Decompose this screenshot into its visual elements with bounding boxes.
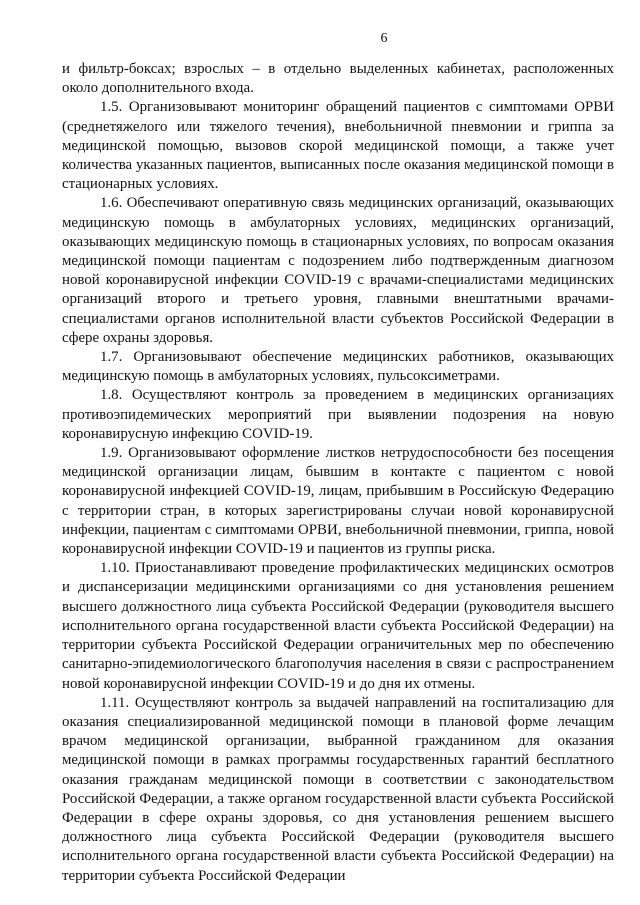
paragraph-1-5: 1.5. Организовывают мониторинг обращений пациентов с симптомами ОРВИ (среднетяжелого или тяжелого течения), внебольничной пневмонии и гриппа за медицинской помощью, вызовов скорой медицинской помощи, а также учет количества указанных пациентов, выписанных после оказания медицинской помощи в стационарных условиях. xyxy=(62,99,614,193)
page-number: 6 xyxy=(380,31,388,46)
paragraph-1-11: 1.11. Осуществляют контроль за выдачей направлений на госпитализацию для оказания специализированной медицинской помощи в плановой форме лечащим врачом медицинской организации, выбранной гражданином для оказания медицинской помощи в рамках программы государственных гарантий бесплатного оказания гражданам медицинской помощи в соответствии с законодательством Российской Федерации, а также органом государственной власти субъекта Российской Федерации в сфере охраны здоровья, со дня установления решением высшего должностного лица субъекта Российской Федерации (руководителя высшего исполнительного органа государственной власти субъекта Российской Федерации) на территории субъекта Российской Федерации xyxy=(62,694,614,884)
paragraph-1-10: 1.10. Приостанавливают проведение профилактических медицинских осмотров и диспансеризации медицинскими организациями со дня установления решением высшего должностного лица субъекта Российской Федерации (руководителя высшего исполнительного органа государственной власти субъекта Российской Федерации) на территории субъекта Российской Федерации ограничительных мер по обеспечению санитарно-эпидемиологического благополучия населения в связи с распространением новой коронавирусной инфекции COVID-19 и до дня их отмены. xyxy=(62,560,614,692)
paragraph-continuation: и фильтр-боксах; взрослых – в отдельно выделенных кабинетах, расположенных около дополнительного входа. xyxy=(62,61,614,97)
paragraph-1-8: 1.8. Осуществляют контроль за проведением в медицинских организациях противоэпидемических мероприятий при выявлении подозрения на новую коронавирусную инфекцию COVID-19. xyxy=(62,387,614,442)
document-body xyxy=(62,60,614,886)
paragraph-1-9: 1.9. Организовывают оформление листков нетрудоспособности без посещения медицинской организации лицам, бывшим в контакте с пациентом с новой коронавирусной инфекцией COVID-19, лицам, прибывшим в Российскую Федерацию с территории стран, в которых зарегистрированы случаи новой коронавирусной инфекции, пациентам с симптомами ОРВИ, внебольничной пневмонии, гриппа, новой коронавирусной инфекции COVID-19 и пациентов из группы риска. xyxy=(62,445,614,558)
paragraph-1-7: 1.7. Организовывают обеспечение медицинских работников, оказывающих медицинскую помощь в амбулаторных условиях, пульсоксиметрами. xyxy=(62,349,614,385)
paragraph-1-6: 1.6. Обеспечивают оперативную связь медицинских организаций, оказывающих медицинскую помощь в амбулаторных условиях, медицинских организаций, оказывающих медицинскую помощь в стационарных условиях, по вопросам оказания медицинской помощи пациентам с подозрением либо подтвержденным диагнозом новой коронавирусной инфекции COVID-19 с врачами-специалистами медицинских организаций второго и третьего уровня, главными внештатными врачами-специалистами органов исполнительной власти субъектов Российской Федерации в сфере охраны здоровья. xyxy=(62,195,614,346)
